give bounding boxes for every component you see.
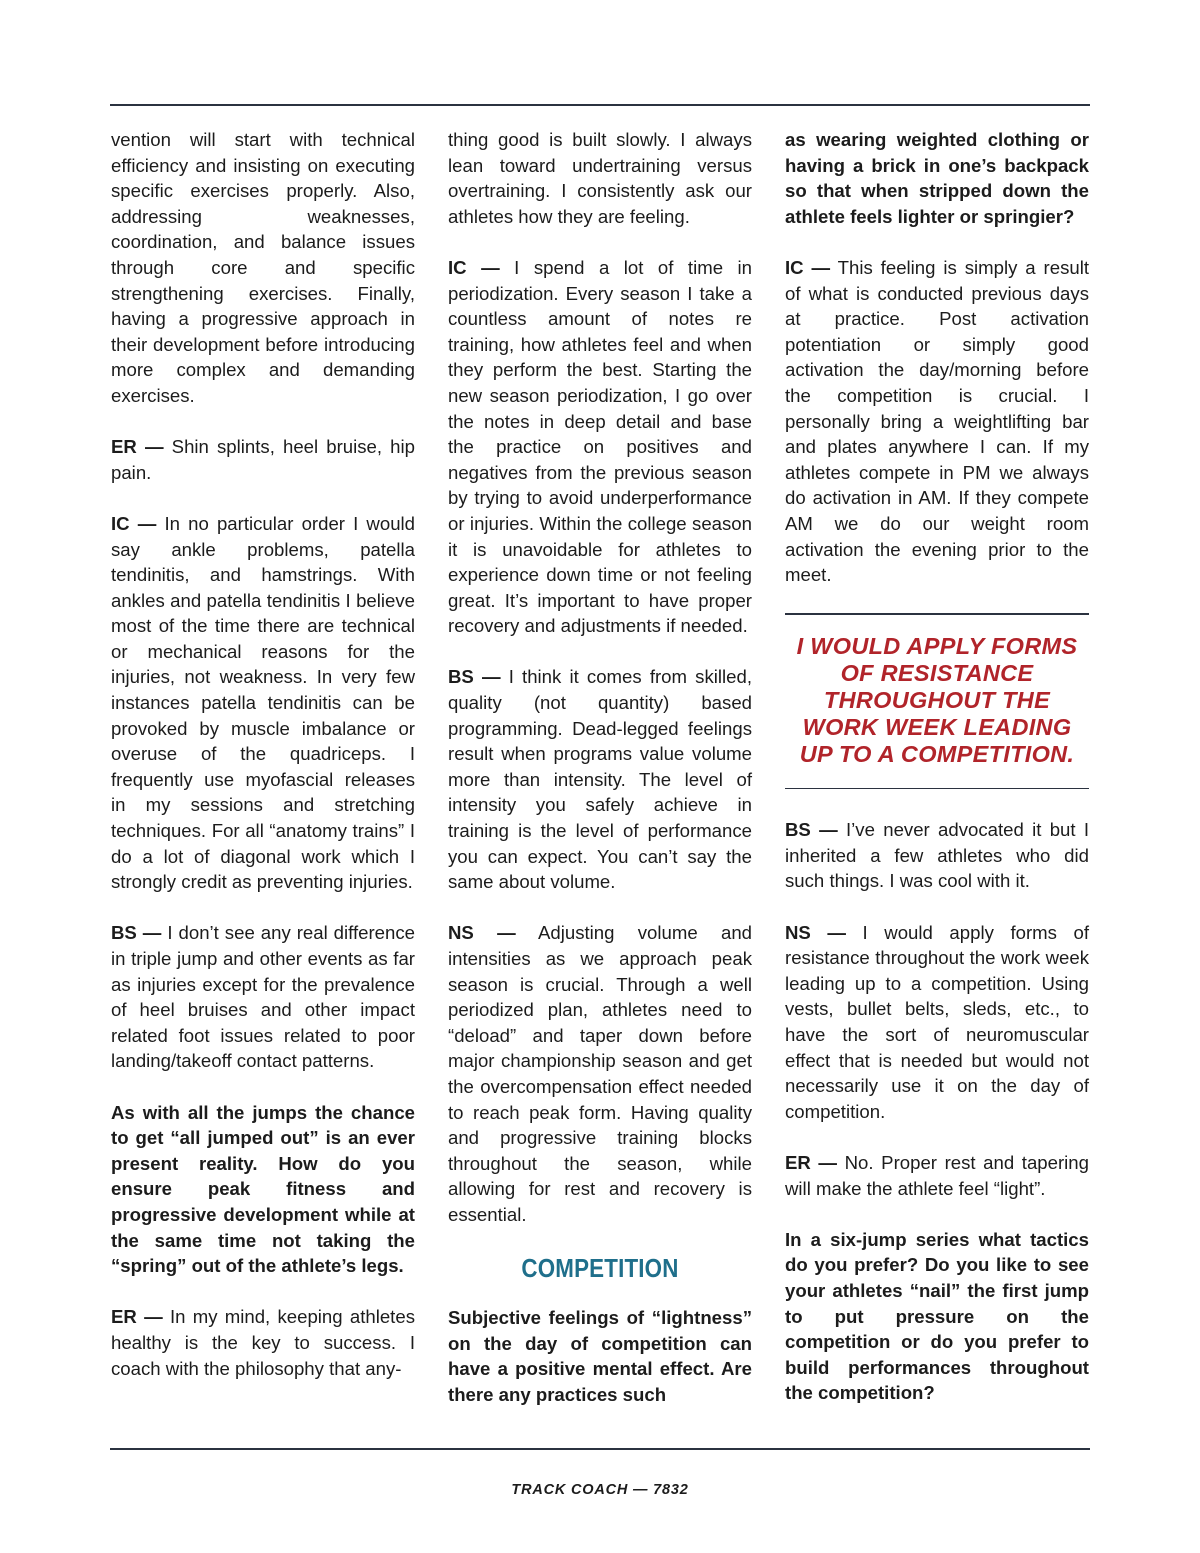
answer-text: No. Proper rest and tapering will make the athlete feel “light”.	[785, 1152, 1089, 1199]
pull-quote: I WOULD APPLY FORMS OF RESISTANCE THROUGHOUT THE WORK WEEK LEADING UP TO A COMPETITION.	[796, 632, 1078, 767]
answer-text: I think it comes from skilled, quality (not quantity) based programming. Dead-legged feelings result when programs value volume more than intensity. The level of intensity you safely achieve in training is the level of performance you can expect. You can’t say the same about volume.	[448, 666, 752, 893]
answer-paragraph	[448, 664, 752, 894]
answer-paragraph	[785, 920, 1089, 1125]
interview-question: As with all the jumps the chance to get “all jumped out” is an ever present reality. How do you ensure peak fitness and progressive development while at the same time not taking the “spring” out of the athlete’s legs.	[111, 1101, 415, 1277]
answer-text: In my mind, keeping athletes healthy is the key to success. I coach with the philosophy that any-	[111, 1306, 415, 1379]
interview-question: as wearing weighted clothing or having a brick in one’s backpack so that when stripped down the athlete feels lighter or springier?	[785, 129, 1089, 227]
answer-text: Adjusting volume and intensities as we approach peak season is crucial. Through a well periodized plan, athletes need to “deload” and taper down before major championship season and get the overcompensation effect needed to reach peak form. Having quality and progressive training blocks throughout the season, while allowing for rest and recovery is essential.	[448, 922, 752, 1225]
paragraph: vention will start with technical efficiency and insisting on executing specific exercises properly. Also, addressing weaknesses, coordination, and balance issues through core and specific strengthening exercises. Finally, having a progressive approach in their development before introducing more complex and demanding exercises.	[111, 129, 415, 406]
interview-question: In a six-jump series what tactics do you prefer? Do you like to see your athletes “nail” the first jump to put pressure on the competition or do you prefer to build performances throughout the competition?	[785, 1228, 1089, 1404]
answer-paragraph	[785, 817, 1089, 894]
top-rule	[110, 104, 1090, 106]
answer-paragraph	[785, 255, 1089, 588]
answer-paragraph	[111, 1304, 415, 1381]
pull-quote-block	[785, 613, 1089, 789]
speaker-label: BS —	[111, 922, 162, 944]
answer-paragraph	[785, 1150, 1089, 1201]
speaker-label: NS —	[785, 921, 846, 943]
speaker-label: IC —	[448, 256, 500, 278]
column-1	[111, 127, 415, 1407]
pull-quote-rule-bottom	[785, 788, 1089, 790]
speaker-label: ER —	[111, 1306, 163, 1328]
page-footer: TRACK COACH — 7832	[511, 1482, 689, 1498]
answer-text: I would apply forms of resistance throughout the work week leading up to a competition. Using vests, bullet belts, sleds, etc., to have the sort of neuromuscular effect that is needed but would not necessarily use it on the day of competition.	[785, 921, 1089, 1122]
speaker-label: BS —	[448, 666, 501, 688]
speaker-label: IC —	[785, 256, 831, 278]
answer-paragraph	[448, 255, 752, 639]
paragraph: thing good is built slowly. I always lean toward undertraining versus overtraining. I consistently ask our athletes how they are feeling.	[448, 129, 752, 227]
speaker-label: ER —	[111, 436, 164, 458]
speaker-label: BS —	[785, 819, 838, 841]
pull-quote-rule-top	[785, 613, 1089, 615]
answer-paragraph	[111, 920, 415, 1074]
answer-text: I’ve never advocated it but I inherited a few athletes who did such things. I was cool with it.	[785, 819, 1090, 892]
speaker-label: IC —	[111, 512, 157, 534]
answer-paragraph	[111, 434, 415, 485]
column-2	[448, 127, 752, 1433]
answer-text: I spend a lot of time in periodization. Every season I take a countless amount of notes re training, how athletes feel and when they perform the best. Starting the new season periodization, I go over the notes in deep detail and base the practice on positives and negatives from the previous season by trying to avoid underperformance or injuries. Within the college season it is unavoidable for athletes to experience down time or not feeling great. It’s important to have proper recovery and adjustments if needed.	[448, 256, 753, 637]
column-3	[785, 127, 1089, 1432]
answer-paragraph	[111, 511, 415, 895]
answer-paragraph	[448, 920, 752, 1227]
answer-text: In no particular order I would say ankle problems, patella tendinitis, and hamstrings. With ankles and patella tendinitis I believe most of the time there are technical or mechanical reasons for the injuries, not weakness. In very few instances patella tendinitis can be provoked by muscle imbalance or overuse of the quadriceps. I frequently use myofascial releases in my sessions and stretching techniques. For all “anatomy trains” I do a lot of diagonal work which I strongly credit as preventing injuries.	[111, 512, 416, 893]
answer-text: Shin splints, heel bruise, hip pain.	[111, 436, 415, 483]
section-heading-competition: COMPETITION	[521, 1253, 679, 1284]
interview-question: Subjective feelings of “lightness” on the day of competition can have a positive mental effect. Are there any practices such	[448, 1307, 752, 1405]
answer-text: This feeling is simply a result of what is conducted previous days at practice. Post activation potentiation or simply good activation the day/morning before the competition is crucial. I personally bring a weightlifting bar and plates anywhere I can. If my athletes compete in PM we always do activation in AM. If they compete AM we do our weight room activation the evening prior to the meet.	[785, 256, 1089, 586]
speaker-label: NS —	[448, 922, 516, 944]
speaker-label: ER —	[785, 1152, 838, 1173]
bottom-rule	[110, 1448, 1090, 1450]
answer-text: I don’t see any real difference in triple jump and other events as far as injuries except for the prevalence of heel bruises and other impact related foot issues related to poor landing/takeoff contact patterns.	[111, 922, 416, 1072]
